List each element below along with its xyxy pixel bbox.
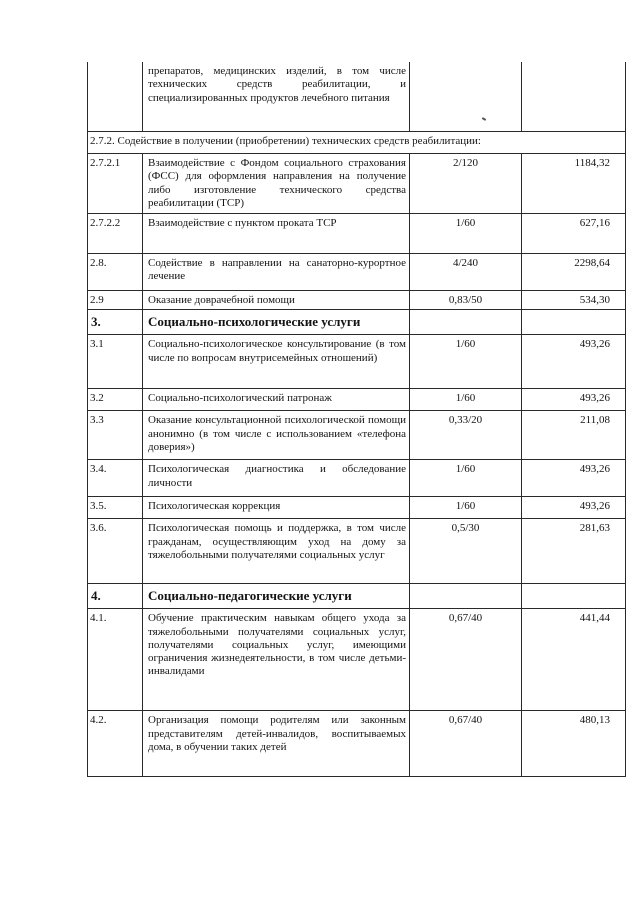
time-norm: 1/60 (410, 214, 522, 254)
service-price: 281,63 (522, 519, 626, 584)
service-description: Социально-психологическое консультирование (в том числе по вопросам внутрисемейных отношений) (143, 335, 410, 389)
service-price: 211,08 (522, 411, 626, 460)
section-row (88, 310, 626, 335)
row-number: 2.8. (88, 254, 143, 291)
time-norm: 0,33/20 (410, 411, 522, 460)
service-price: 627,16 (522, 214, 626, 254)
service-price (522, 62, 626, 132)
section-title: Социально-педагогические услуги (143, 584, 410, 609)
row-number: 4.2. (88, 711, 143, 777)
time-norm: 1/60 (410, 497, 522, 519)
row-number: 3.3 (88, 411, 143, 460)
table-row (88, 497, 626, 519)
time-norm: 1/60 (410, 335, 522, 389)
time-norm (410, 310, 522, 335)
time-norm (410, 584, 522, 609)
table-row (88, 335, 626, 389)
table-row (88, 154, 626, 214)
service-price: 534,30 (522, 291, 626, 310)
service-description: Взаимодействие с пунктом проката ТСР (143, 214, 410, 254)
table-row (88, 411, 626, 460)
service-description: Взаимодействие с Фондом социального страхования (ФСС) для оформления направления на получение либо изготовление технического средства реабилитации (ТСР) (143, 154, 410, 214)
service-description: препаратов, медицинских изделий, в том числе технических средств реабилитации, и специализированных продуктов лечебного питания (143, 62, 410, 132)
time-norm: 0,67/40 (410, 711, 522, 777)
row-number: 3.5. (88, 497, 143, 519)
services-table-page (87, 62, 626, 777)
section-title: Социально-психологические услуги (143, 310, 410, 335)
time-norm: 0,67/40 (410, 609, 522, 711)
time-norm: 0,83/50 (410, 291, 522, 310)
service-price: 493,26 (522, 460, 626, 497)
service-description: Содействие в направлении на санаторно-курортное лечение (143, 254, 410, 291)
row-number: 3.1 (88, 335, 143, 389)
time-norm: 1/60 (410, 389, 522, 411)
row-number: 3.2 (88, 389, 143, 411)
service-description: Психологическая помощь и поддержка, в том числе гражданам, осуществляющим уход на дому за тяжелобольными получателями социальных услуг (143, 519, 410, 584)
service-description: Психологическая диагностика и обследование личности (143, 460, 410, 497)
time-norm: 1/60 (410, 460, 522, 497)
services-tariff-table (87, 62, 626, 777)
service-price: 493,26 (522, 389, 626, 411)
section-number: 4. (88, 584, 143, 609)
table-row (88, 62, 626, 132)
table-row (88, 609, 626, 711)
table-row (88, 254, 626, 291)
service-price: 480,13 (522, 711, 626, 777)
subsection-title: 2.7.2. Содействие в получении (приобретении) технических средств реабилитации: (88, 132, 626, 154)
service-description: Обучение практическим навыкам общего ухода за тяжелобольными получателями социальных услуг, получателями социальных услуг, имеющими ограничения жизнедеятельности, в том числе детьми-инвалидами (143, 609, 410, 711)
service-description: Оказание доврачебной помощи (143, 291, 410, 310)
table-row (88, 214, 626, 254)
row-number: 2.7.2.2 (88, 214, 143, 254)
section-number: 3. (88, 310, 143, 335)
table-row (88, 389, 626, 411)
service-description: Оказание консультационной психологической помощи анонимно (в том числе с использованием «телефона доверия») (143, 411, 410, 460)
row-number: 3.4. (88, 460, 143, 497)
service-description: Социально-психологический патронаж (143, 389, 410, 411)
table-row (88, 291, 626, 310)
service-price: 493,26 (522, 497, 626, 519)
service-price (522, 310, 626, 335)
table-row (88, 519, 626, 584)
service-description: Психологическая коррекция (143, 497, 410, 519)
service-price: 493,26 (522, 335, 626, 389)
time-norm: 4/240 (410, 254, 522, 291)
row-number: 4.1. (88, 609, 143, 711)
service-description: Организация помощи родителям или законным представителям детей-инвалидов, воспитываемых дома, в обучении таких детей (143, 711, 410, 777)
subsection-row (88, 132, 626, 154)
time-norm: 0,5/30 (410, 519, 522, 584)
service-price: 2298,64 (522, 254, 626, 291)
section-row (88, 584, 626, 609)
service-price: 441,44 (522, 609, 626, 711)
service-price: 1184,32 (522, 154, 626, 214)
row-number (88, 62, 143, 132)
row-number: 2.7.2.1 (88, 154, 143, 214)
row-number: 2.9 (88, 291, 143, 310)
table-row (88, 460, 626, 497)
service-price (522, 584, 626, 609)
time-norm: 2/120 (410, 154, 522, 214)
table-row (88, 711, 626, 777)
time-norm (410, 62, 522, 132)
row-number: 3.6. (88, 519, 143, 584)
